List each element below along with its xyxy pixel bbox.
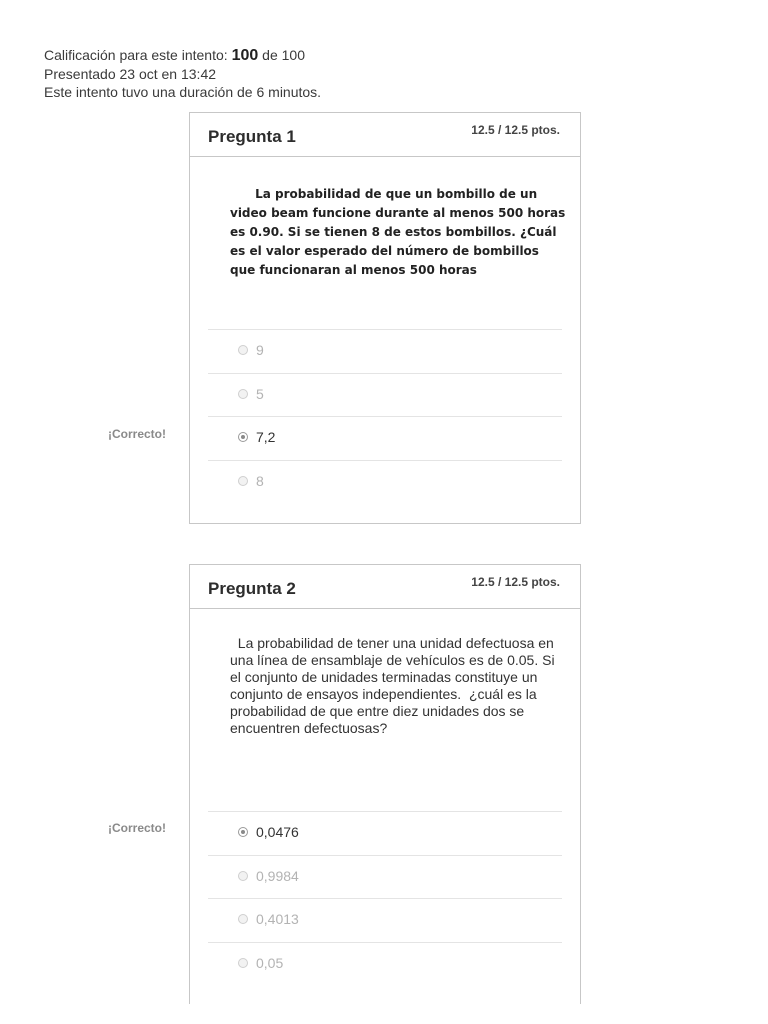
question-title: Pregunta 2 bbox=[208, 579, 296, 598]
answer-label: 0,05 bbox=[256, 954, 284, 971]
radio-button[interactable] bbox=[238, 345, 248, 355]
question-text: La probabilidad de que un bombillo de un video beam funcione durante al menos 500 horas es 0.90. Si se tienen 8 de estos bombillos. ¿Cuál es el valor esperado del número de bombillos que funcionaran al menos 500 horas bbox=[230, 187, 566, 277]
correct-feedback-q1: ¡Correcto! bbox=[108, 427, 167, 441]
answer-label: 5 bbox=[256, 385, 264, 402]
score-suffix: de 100 bbox=[262, 47, 305, 63]
radio-button[interactable] bbox=[238, 871, 248, 881]
answer-label: 9 bbox=[256, 342, 264, 358]
question-text: La probabilidad de tener una unidad defectuosa en una línea de ensamblaje de vehículos es de 0.05. Si el conjunto de unidades terminadas constituye un conjunto de ensayos independientes. ¿cuál es la probabilidad de que entre diez unidades dos se encuentren defectuosas? bbox=[230, 635, 555, 736]
score-value: 100 bbox=[231, 47, 259, 64]
radio-button-checked[interactable] bbox=[238, 827, 248, 837]
correct-feedback-q2: ¡Correcto! bbox=[108, 821, 167, 835]
attempt-summary bbox=[44, 46, 321, 101]
radio-button[interactable] bbox=[238, 476, 248, 486]
answer-option[interactable] bbox=[208, 329, 562, 373]
radio-button-checked[interactable] bbox=[238, 432, 248, 442]
submitted-date: Presentado 23 oct en 13:42 bbox=[44, 66, 217, 82]
attempt-duration: Este intento tuvo una duración de 6 minutos. bbox=[44, 84, 322, 100]
answer-option-selected[interactable] bbox=[208, 811, 562, 855]
answer-option[interactable] bbox=[208, 898, 562, 942]
score-prefix: Calificación para este intento: bbox=[44, 47, 228, 63]
answer-option[interactable] bbox=[208, 942, 562, 986]
question-points: 12.5 / 12.5 ptos. bbox=[471, 575, 560, 589]
question-card-1 bbox=[189, 112, 581, 524]
answer-label: 0,0476 bbox=[256, 824, 299, 840]
answer-label: 7,2 bbox=[256, 429, 276, 446]
score-line bbox=[44, 46, 321, 65]
question-header bbox=[190, 565, 580, 609]
radio-button[interactable] bbox=[238, 914, 248, 924]
question-title: Pregunta 1 bbox=[208, 127, 296, 146]
answer-label: 0,9984 bbox=[256, 867, 299, 884]
radio-button[interactable] bbox=[238, 389, 248, 399]
radio-button[interactable] bbox=[238, 958, 248, 968]
answer-label: 0,4013 bbox=[256, 911, 299, 928]
question-card-2 bbox=[189, 564, 581, 1004]
answer-option[interactable] bbox=[208, 855, 562, 899]
answer-option[interactable] bbox=[208, 460, 562, 504]
question-points: 12.5 / 12.5 ptos. bbox=[471, 123, 560, 137]
answer-list bbox=[208, 811, 562, 985]
answer-option-selected[interactable] bbox=[208, 416, 562, 460]
answer-option[interactable] bbox=[208, 373, 562, 417]
answer-list bbox=[208, 329, 562, 503]
answer-label: 8 bbox=[256, 472, 264, 489]
question-header bbox=[190, 113, 580, 157]
